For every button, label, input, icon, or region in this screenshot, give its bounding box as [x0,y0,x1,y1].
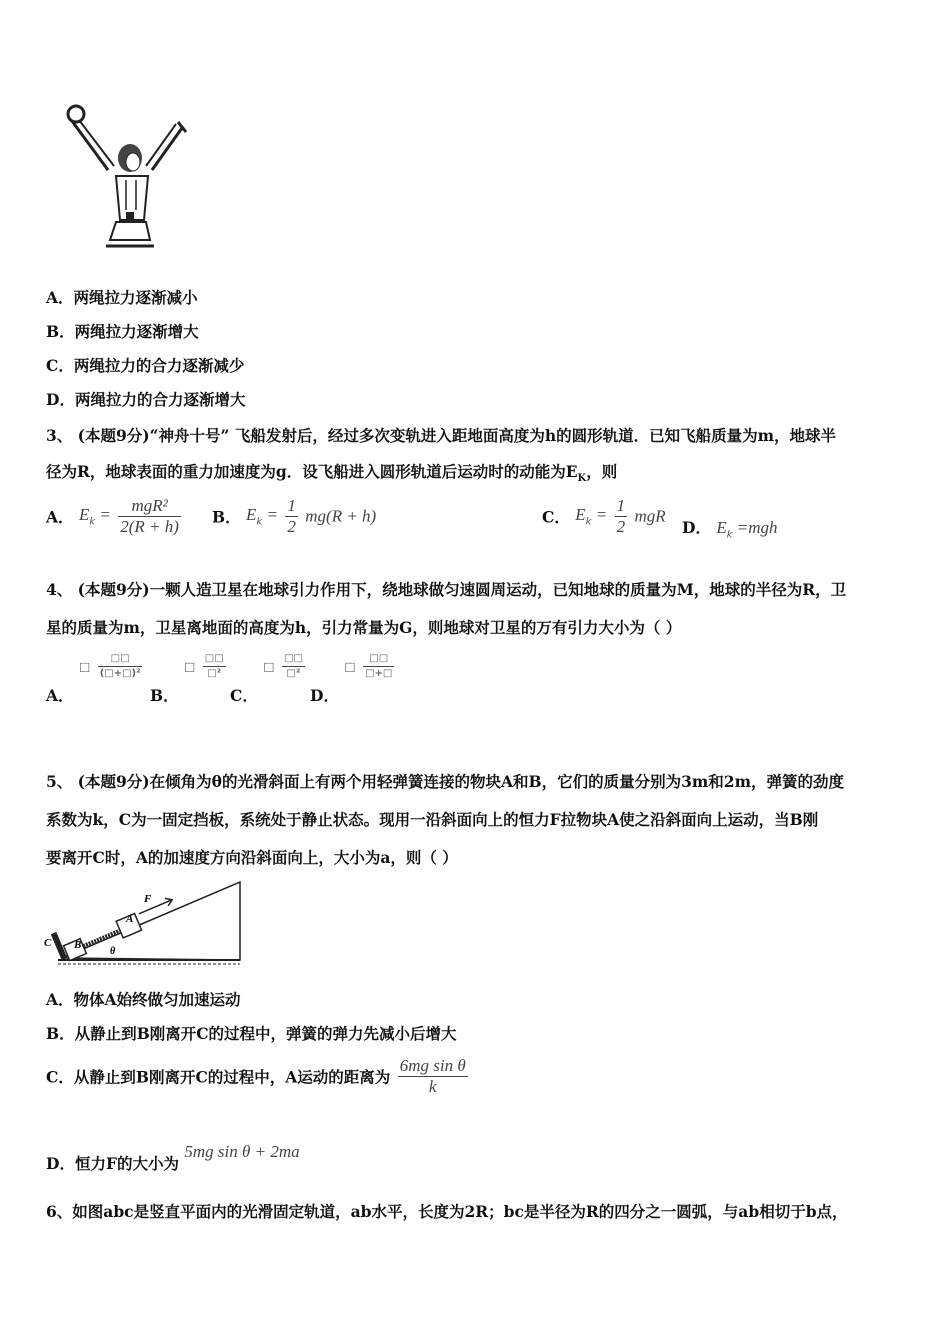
q3-option-d: D． $E_k =mgh$ [682,518,778,541]
cheering-person-figure [60,100,190,250]
q4-stem-line2: 星的质量为m，卫星离地面的高度为h，引力常量为G，则地球对卫星的万有引力大小为（ ） [46,618,682,637]
q5-option-b: B．从静止到B刚离开C的过程中，弹簧的弹力先减小后增大 [46,1024,457,1043]
q2-option-c: C．两绳拉力的合力逐渐减少 [46,356,245,375]
label-c: C [44,937,52,949]
label-b: B [74,939,82,951]
q3-option-c: C． $E_k$ = $\frac{1}{2}$ mgR [542,496,666,536]
q5-option-d: D．恒力F的大小为 5mg sin θ + 2ma [46,1142,300,1173]
incline-figure [44,878,250,970]
q5-stem-line3: 要离开C时，A的加速度方向沿斜面向上，大小为a，则（ ） [46,848,458,867]
q3-option-a: A． $E_k$ = $\frac{\text{mgR²}}{2(R + h)}$ [46,496,179,536]
q6-stem-line1: 6、如图abc是竖直平面内的光滑固定轨道，ab水平，长度为2R；bc是半径为R的四分之一圆弧，与ab相切于b点， [46,1202,848,1221]
label-theta: θ [110,946,116,957]
q4-option-c: C． □ $\frac{□□}{\text{□²}}$ [230,653,303,705]
q5-option-a: A．物体A始终做匀加速运动 [46,990,241,1009]
q2-option-b: B．两绳拉力逐渐增大 [46,322,199,341]
q3-stem-line2: 径为R，地球表面的重力加速度为g．设飞船进入圆形轨道后运动时的动能为$E_K$，则 [46,462,618,485]
q4-stem-line1: 4、 (本题9分)一颗人造卫星在地球引力作用下，绕地球做匀速圆周运动，已知地球的质量为M，地球的半径为R，卫 [46,580,847,599]
q2-option-a: A．两绳拉力逐渐减小 [46,288,198,307]
q3-stem-line1: 3、 (本题9分)“神舟十号” 飞船发射后，经过多次变轨进入距地面高度为h的圆形轨道．已知飞船质量为m，地球半 [46,426,837,445]
label-f: F [144,893,152,905]
q4-option-d: D． □ $\frac{□□}{□+□}$ [310,653,393,705]
q5-option-c: C．从静止到B刚离开C的过程中，A运动的距离为 $\frac{\text{6mg sin θ}}{k}$ [46,1056,466,1096]
q5-stem-line2: 系数为k，C为一固定挡板，系统处于静止状态。现用一沿斜面向上的恒力F拉物块A使之沿斜面向上运动，当B刚 [46,810,819,829]
q3-option-b: B． $E_k$ = $\frac{1}{2}$ mg(R + h) [212,496,377,536]
q2-option-d: D．两绳拉力的合力逐渐增大 [46,390,246,409]
q4-option-a: A． □ $\frac{□□}{\text{(□+□)²}}$ [46,653,141,705]
q5-stem-line1: 5、 (本题9分)在倾角为θ的光滑斜面上有两个用轻弹簧连接的物块A和B，它们的质量分别为3m和2m，弹簧的劲度 [46,772,844,791]
q4-option-b: B． □ $\frac{□□}{\text{□²}}$ [150,653,224,705]
label-a: A [126,913,134,925]
